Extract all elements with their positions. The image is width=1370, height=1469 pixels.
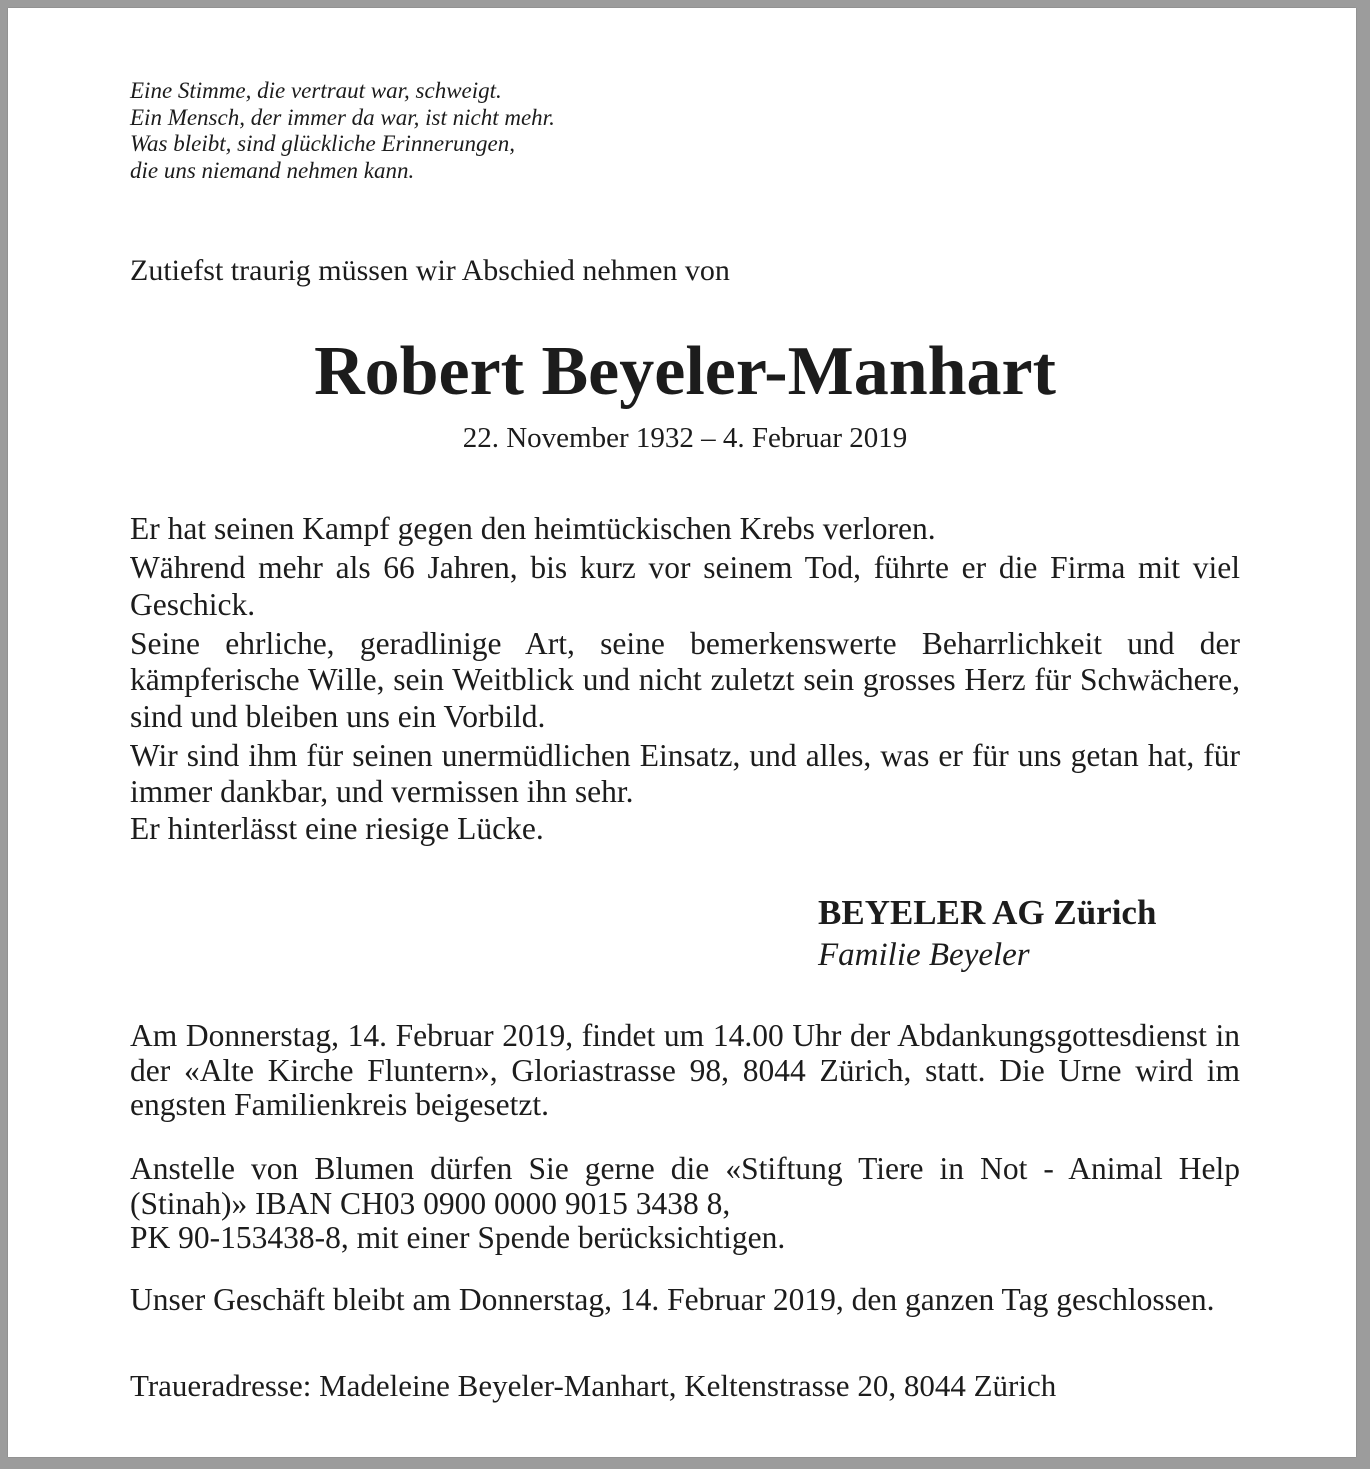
obituary-page [8, 8, 1356, 1457]
tribute-paragraph: Seine ehrliche, geradlinige Art, seine bemerkenswerte Beharrlichkeit und der kämpferische Wille, sein Weitblick und nicht zuletzt sein grosses Herz für Schwächere, sind und bleiben uns ein Vorbild. [130, 625, 1240, 734]
mourning-address: Traueradresse: Madeleine Beyeler-Manhart, Keltenstrasse 20, 8044 Zürich [130, 1368, 1057, 1403]
life-dates: 22. November 1932 – 4. Februar 2019 [462, 422, 908, 454]
tribute-paragraph: Er hinterlässt eine riesige Lücke. [130, 810, 544, 846]
poem [130, 78, 555, 184]
family-name: Familie Beyeler [818, 937, 1030, 973]
donation-line: Anstelle von Blumen dürfen Sie gerne die «Stiftung Tiere in Not - Animal Help (Stinah)» IBAN CH03 0900 0000 9015 3438 8, [130, 1151, 1240, 1221]
donation-notice [130, 1152, 1240, 1256]
tribute-paragraph: Wir sind ihm für seinen unermüdlichen Einsatz, und alles, was er für uns getan hat, für immer dankbar, und vermissen ihn sehr. [130, 737, 1240, 809]
tribute-paragraph: Er hat seinen Kampf gegen den heimtückischen Krebs verloren. [130, 511, 936, 546]
poem-line: Was bleibt, sind glückliche Erinnerungen, [130, 131, 515, 156]
poem-line: Eine Stimme, die vertraut war, schweigt. [130, 78, 502, 103]
poem-line: die uns niemand nehmen kann. [130, 157, 415, 183]
closure-notice: Unser Geschäft bleibt am Donnerstag, 14. Februar 2019, den ganzen Tag geschlossen. [130, 1282, 1215, 1317]
company-name: BEYELER AG Zürich [818, 893, 1157, 932]
signature-block [818, 891, 1240, 975]
service-notice: Am Donnerstag, 14. Februar 2019, findet um 14.00 Uhr der Abdankungsgottesdienst in der «Alte Kirche Fluntern», Gloriastrasse 98, 8044 Zürich, statt. Die Urne wird im engsten Familienkreis beigesetzt. [130, 1018, 1240, 1122]
tribute-paragraph: Während mehr als 66 Jahren, bis kurz vor seinem Tod, führte er die Firma mit viel Geschick. [130, 550, 1240, 622]
deceased-name: Robert Beyeler-Manhart [314, 333, 1056, 410]
intro-text: Zutiefst traurig müssen wir Abschied nehmen von [130, 254, 730, 287]
poem-line: Ein Mensch, der immer da war, ist nicht mehr. [130, 104, 555, 130]
tribute-text [130, 511, 1240, 850]
donation-line: PK 90-153438-8, mit einer Spende berücksichtigen. [130, 1220, 786, 1255]
